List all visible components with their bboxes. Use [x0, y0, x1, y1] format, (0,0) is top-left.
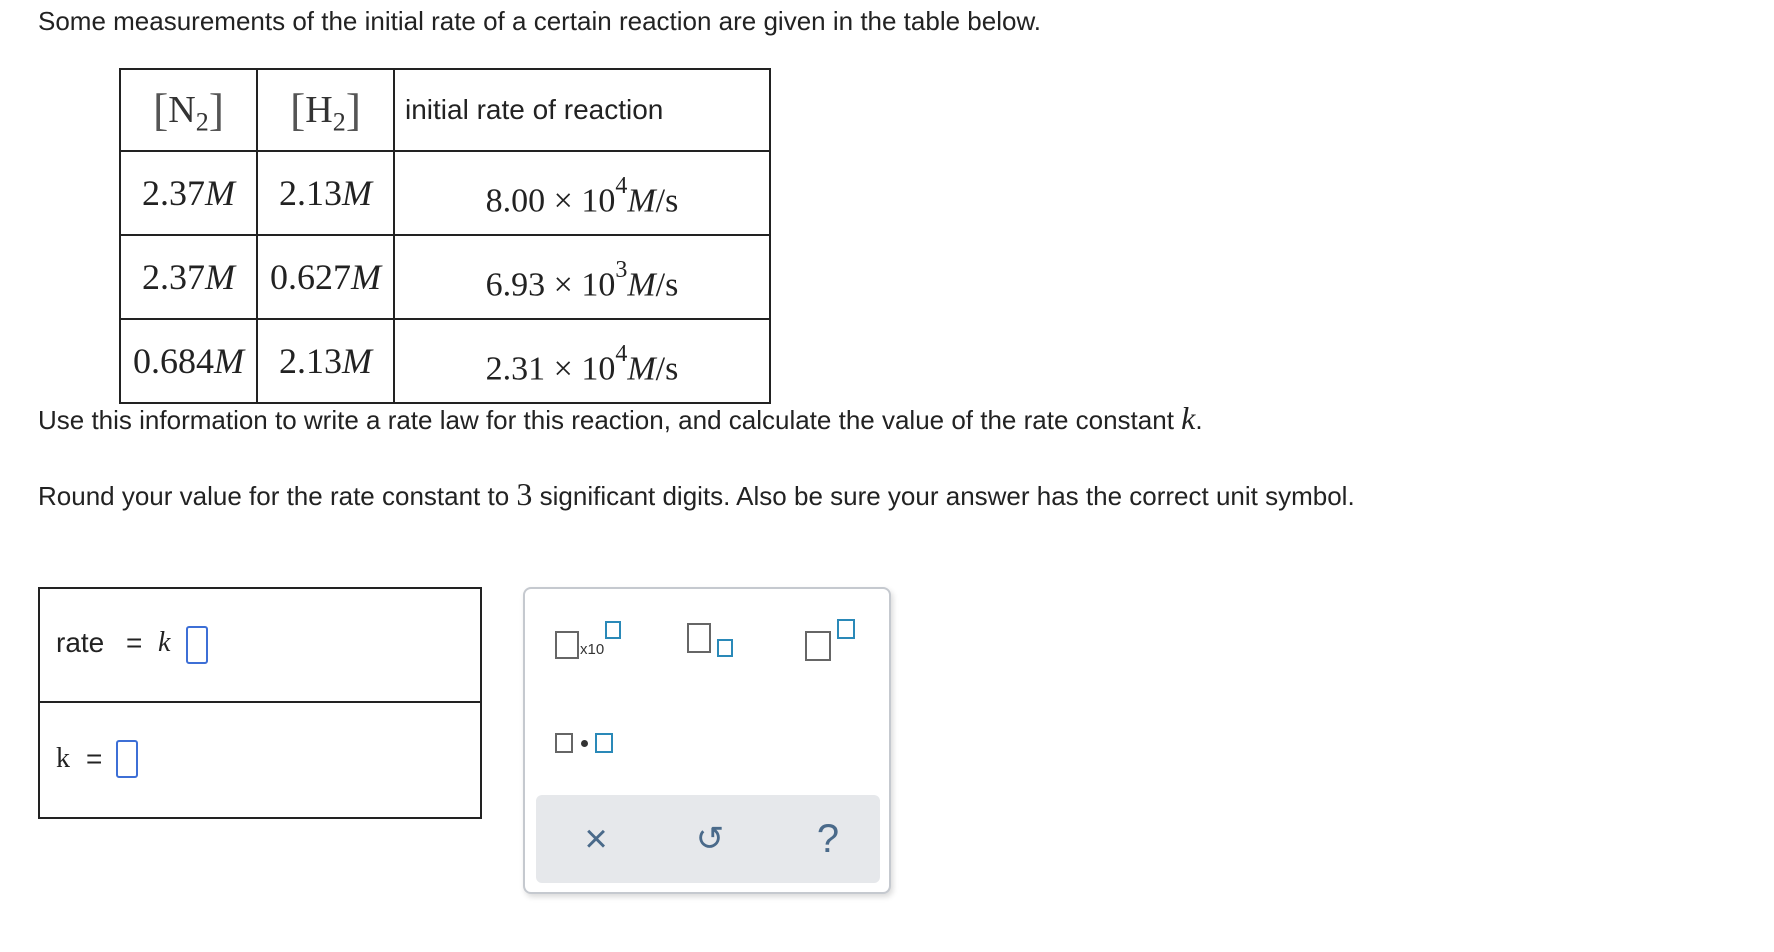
rate-equals: = [126, 627, 143, 658]
clear-icon[interactable]: × [584, 817, 608, 861]
scientific-notation-button[interactable] [555, 621, 621, 661]
table-row: 2.37M 2.13M $8.00 \times 10^4M/s$ [120, 151, 770, 235]
rate-label: rate [56, 627, 105, 658]
table-row: 2.37M 0.627M $6.93 \times 10^3M/s$ [120, 235, 770, 319]
x10-label: x10 [580, 641, 605, 658]
math-toolbox [523, 587, 891, 894]
table-header-row [120, 69, 770, 151]
dot-icon [581, 740, 588, 747]
k-value-row [40, 703, 480, 817]
subscript-button[interactable] [687, 623, 739, 663]
help-icon[interactable]: ? [816, 817, 840, 861]
exponent-box-icon [605, 621, 621, 639]
base-box-icon [687, 623, 711, 653]
instruction-rate-law: Use this information to write a rate law for this reaction, and calculate the value of the rate constant k. [38, 400, 1203, 436]
rate-law-input[interactable] [186, 626, 208, 664]
multiply-dot-button[interactable] [555, 731, 615, 755]
superscript-button[interactable] [805, 619, 859, 663]
k-value-input[interactable] [116, 740, 138, 778]
rate-law-row [40, 589, 480, 703]
k-label: k [56, 743, 70, 774]
table-row: 0.684M 2.13M $2.31 \times 10^4M/s$ [120, 319, 770, 403]
left-box-icon [555, 733, 573, 753]
header-n2: $[N_2]$ [120, 69, 257, 151]
k-equals: = [86, 743, 103, 774]
header-initial-rate: initial rate of reaction [394, 69, 770, 151]
rate-k-symbol: k [158, 627, 171, 658]
toolbox-footer [536, 795, 880, 883]
answer-box [38, 587, 482, 819]
right-box-icon [595, 733, 613, 753]
rate-data-table [119, 68, 771, 404]
undo-icon[interactable]: ↺ [695, 820, 725, 858]
superscript-box-icon [837, 619, 855, 639]
header-h2: $[H_2]$ [257, 69, 394, 151]
subscript-box-icon [717, 639, 733, 657]
base-box-icon [805, 631, 831, 661]
base-box-icon [555, 631, 579, 659]
intro-text: Some measurements of the initial rate of a certain reaction are given in the table below. [38, 6, 1042, 36]
instruction-round: Round your value for the rate constant to 3 significant digits. Also be sure your answer has the correct unit symbol. [38, 476, 1355, 512]
